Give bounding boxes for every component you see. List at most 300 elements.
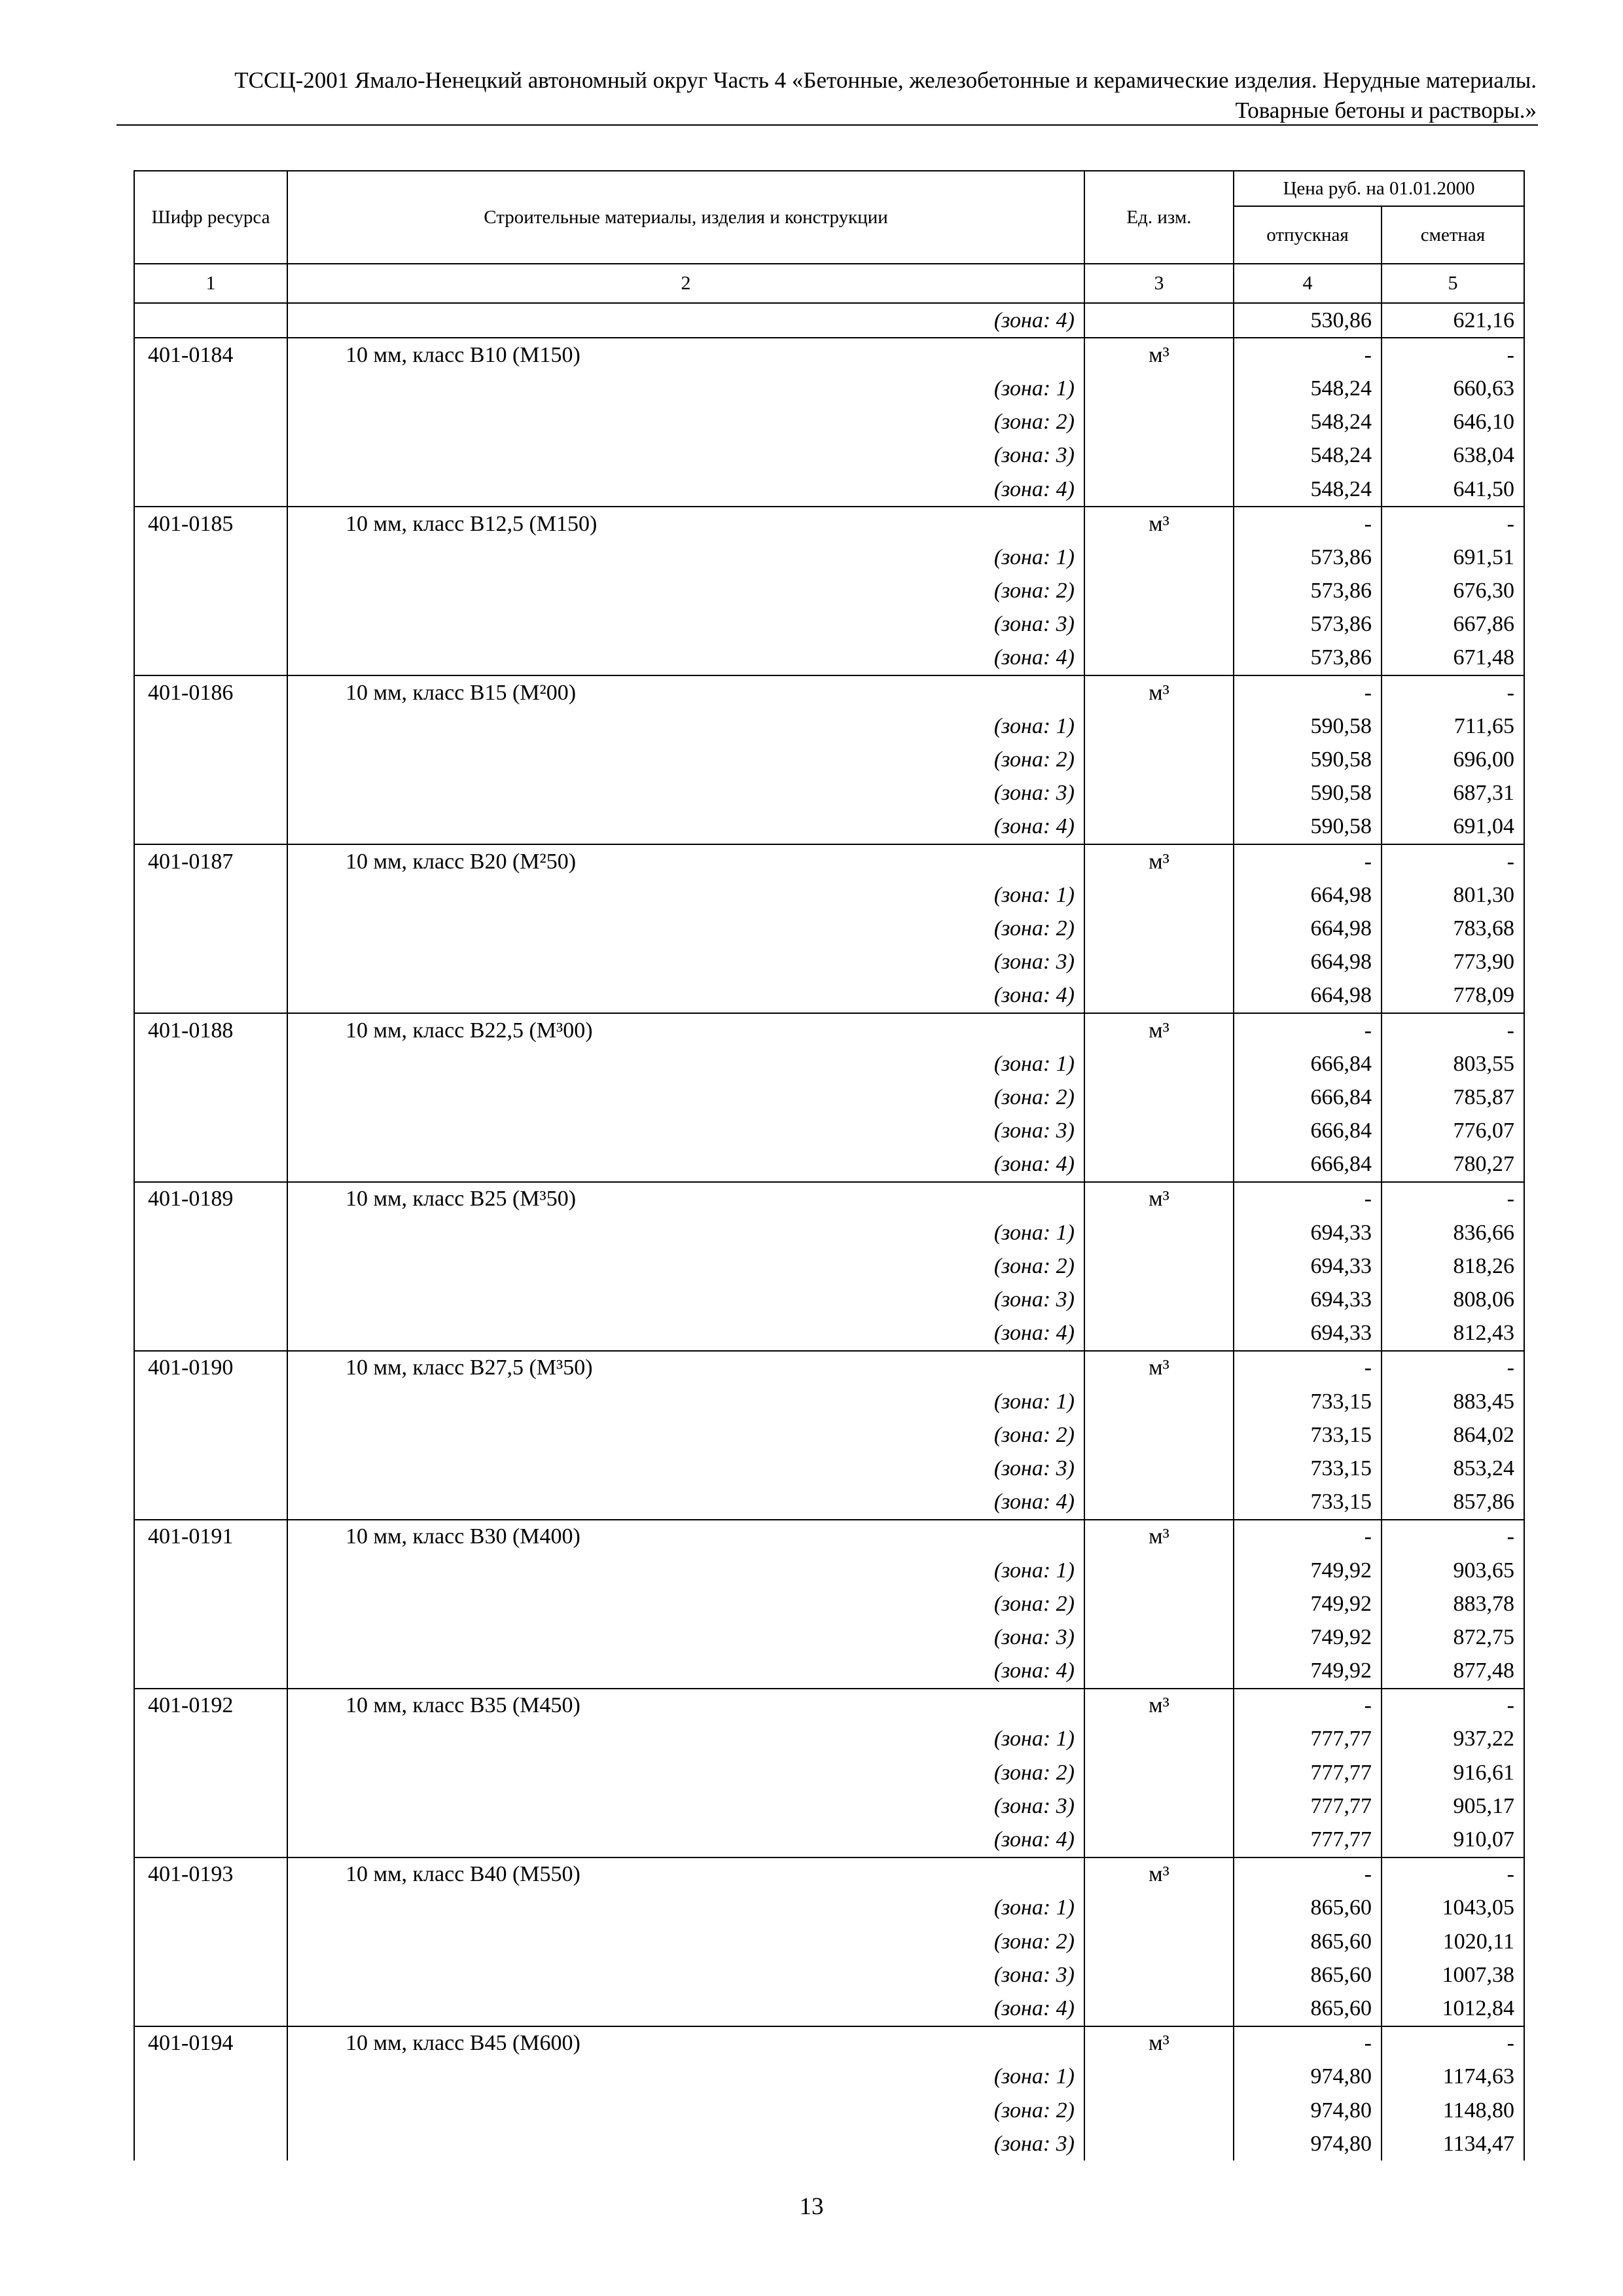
header-line-2: Товарные бетоны и растворы.» [1235, 98, 1537, 123]
table-row-zone [134, 1283, 1524, 1316]
unit-cell [1084, 1047, 1234, 1081]
resource-code-cell [134, 641, 287, 675]
resource-code-cell [134, 1554, 287, 1587]
resource-code-cell [134, 1283, 287, 1316]
release-price: 548,24 [1234, 372, 1382, 405]
unit-cell [1084, 1958, 1234, 1992]
resource-code-cell [134, 1925, 287, 1958]
header-line-1: ТССЦ-2001 Ямало-Ненецкий автономный округ Часть 4 «Бетонные, железобетонные и керамические изделия. Нерудные материалы. [234, 67, 1537, 93]
estimate-price: 776,07 [1382, 1115, 1524, 1148]
resource-name: 10 мм, класс В10 (М150) [287, 338, 1084, 372]
table-row-zone [134, 1992, 1524, 2026]
release-price: 590,58 [1234, 709, 1382, 743]
unit-cell [1084, 1317, 1234, 1351]
release-price: 573,86 [1234, 641, 1382, 675]
resource-code-cell [134, 1655, 287, 1689]
estimate-price: 910,07 [1382, 1823, 1524, 1857]
release-price: - [1234, 2026, 1382, 2060]
table-row-zone [134, 1148, 1524, 1182]
resource-code-cell [134, 2094, 287, 2127]
unit-cell [1084, 1554, 1234, 1587]
release-price: - [1234, 1351, 1382, 1385]
table-row-zone [134, 2127, 1524, 2161]
resource-name: 10 мм, класс В12,5 (М150) [287, 507, 1084, 541]
zone-label: (зона: 3) [287, 2127, 1084, 2161]
unit-cell [1084, 575, 1234, 608]
estimate-price: 785,87 [1382, 1081, 1524, 1114]
estimate-price: 780,27 [1382, 1148, 1524, 1182]
table-row-zone [134, 979, 1524, 1013]
resource-code-cell [134, 1115, 287, 1148]
estimate-price: - [1382, 2026, 1524, 2060]
unit-cell [1084, 1148, 1234, 1182]
unit-cell [1084, 946, 1234, 979]
resource-code-cell [134, 1892, 287, 1925]
zone-label: (зона: 1) [287, 1047, 1084, 1081]
header-divider [116, 124, 1538, 126]
resource-code: 401-0194 [134, 2026, 287, 2060]
estimate-price: - [1382, 1013, 1524, 1047]
zone-label: (зона: 1) [287, 541, 1084, 574]
unit-cell [1084, 1081, 1234, 1114]
resource-code-cell [134, 1723, 287, 1756]
estimate-price: 903,65 [1382, 1554, 1524, 1587]
zone-label: (зона: 4) [287, 641, 1084, 675]
release-price: 777,77 [1234, 1723, 1382, 1756]
resource-code-cell [134, 1823, 287, 1857]
zone-label: (зона: 3) [287, 1958, 1084, 1992]
table-row-zone [134, 1216, 1524, 1249]
release-price: - [1234, 1520, 1382, 1554]
estimate-price: 916,61 [1382, 1756, 1524, 1789]
zone-label: (зона: 1) [287, 1554, 1084, 1587]
column-header-release-price: отпускная [1234, 206, 1382, 264]
unit-cell: м³ [1084, 338, 1234, 372]
zone-label: (зона: 4) [287, 1317, 1084, 1351]
release-price: 733,15 [1234, 1486, 1382, 1520]
unit-cell [1084, 2127, 1234, 2161]
resource-name: 10 мм, класс В22,5 (М³00) [287, 1013, 1084, 1047]
resource-code-cell [134, 1216, 287, 1249]
unit-cell: м³ [1084, 1013, 1234, 1047]
estimate-price: - [1382, 507, 1524, 541]
table-row-zone [134, 2094, 1524, 2127]
unit-cell: м³ [1084, 675, 1234, 709]
resource-name: 10 мм, класс В20 (М²50) [287, 844, 1084, 878]
estimate-price: 1012,84 [1382, 1992, 1524, 2026]
unit-cell [1084, 1621, 1234, 1654]
resource-code-cell [134, 1081, 287, 1114]
table-row-zone [134, 406, 1524, 439]
resource-code: 401-0192 [134, 1689, 287, 1723]
estimate-price: 671,48 [1382, 641, 1524, 675]
resource-code-cell [134, 709, 287, 743]
resource-code-cell [134, 439, 287, 473]
resource-code-cell [134, 912, 287, 945]
release-price: - [1234, 1182, 1382, 1216]
table-row-zone [134, 1418, 1524, 1452]
table-row-zone [134, 1554, 1524, 1587]
unit-cell [1084, 1756, 1234, 1789]
column-header-price: Цена руб. на 01.01.2000 [1234, 171, 1524, 206]
zone-label: (зона: 4) [287, 810, 1084, 844]
estimate-price: 696,00 [1382, 743, 1524, 776]
column-header-name: Строительные материалы, изделия и конструкции [287, 171, 1084, 264]
release-price: 733,15 [1234, 1385, 1382, 1418]
release-price: 865,60 [1234, 1892, 1382, 1925]
unit-cell [1084, 541, 1234, 574]
resource-code-cell [134, 1756, 287, 1789]
unit-cell: м³ [1084, 1182, 1234, 1216]
resource-code-cell [134, 1452, 287, 1485]
resource-code-cell [134, 810, 287, 844]
estimate-price: 691,51 [1382, 541, 1524, 574]
estimate-price: - [1382, 1182, 1524, 1216]
estimate-price: - [1382, 844, 1524, 878]
table-row-zone [134, 1756, 1524, 1789]
zone-label: (зона: 2) [287, 743, 1084, 776]
release-price: 664,98 [1234, 912, 1382, 945]
table-row-zone [134, 1047, 1524, 1081]
price-table [134, 170, 1525, 2161]
table-row-zone [134, 1723, 1524, 1756]
zone-label: (зона: 2) [287, 575, 1084, 608]
zone-label: (зона: 4) [287, 1823, 1084, 1857]
table-row-resource [134, 1857, 1524, 1892]
estimate-price: 812,43 [1382, 1317, 1524, 1351]
unit-cell [1084, 1789, 1234, 1823]
resource-name: 10 мм, класс В40 (М550) [287, 1857, 1084, 1892]
unit-cell: м³ [1084, 2026, 1234, 2060]
estimate-price: 660,63 [1382, 372, 1524, 405]
estimate-price: 808,06 [1382, 1283, 1524, 1316]
estimate-price: 687,31 [1382, 777, 1524, 810]
resource-code-cell [134, 979, 287, 1013]
estimate-price: 883,45 [1382, 1385, 1524, 1418]
table-row-zone [134, 473, 1524, 507]
resource-code-cell [134, 1249, 287, 1283]
table-row-zone [134, 1115, 1524, 1148]
release-price: 865,60 [1234, 1958, 1382, 1992]
estimate-price: 937,22 [1382, 1723, 1524, 1756]
estimate-price: 667,86 [1382, 608, 1524, 641]
resource-code-cell [134, 1486, 287, 1520]
resource-code-cell [134, 2127, 287, 2161]
unit-cell [1084, 979, 1234, 1013]
estimate-price: 638,04 [1382, 439, 1524, 473]
resource-name: 10 мм, класс В30 (М400) [287, 1520, 1084, 1554]
estimate-price: 676,30 [1382, 575, 1524, 608]
table-row-zone [134, 1789, 1524, 1823]
table-row-zone [134, 1452, 1524, 1485]
zone-label: (зона: 1) [287, 1723, 1084, 1756]
release-price: 664,98 [1234, 979, 1382, 1013]
resource-code: 401-0189 [134, 1182, 287, 1216]
table-row-zone [134, 1892, 1524, 1925]
zone-label: (зона: 4) [287, 979, 1084, 1013]
release-price: - [1234, 1013, 1382, 1047]
table-row-zone [134, 709, 1524, 743]
release-price: 974,80 [1234, 2127, 1382, 2161]
release-price: 974,80 [1234, 2060, 1382, 2094]
release-price: 749,92 [1234, 1621, 1382, 1654]
release-price: 573,86 [1234, 608, 1382, 641]
release-price: 749,92 [1234, 1554, 1382, 1587]
estimate-price: 801,30 [1382, 878, 1524, 912]
estimate-price: - [1382, 1520, 1524, 1554]
estimate-price: - [1382, 675, 1524, 709]
table-row-zone [134, 2060, 1524, 2094]
estimate-price: 864,02 [1382, 1418, 1524, 1452]
zone-label: (зона: 2) [287, 1925, 1084, 1958]
release-price: 865,60 [1234, 1925, 1382, 1958]
resource-code-cell [134, 1047, 287, 1081]
unit-cell: м³ [1084, 1689, 1234, 1723]
estimate-price: 711,65 [1382, 709, 1524, 743]
resource-code-cell [134, 777, 287, 810]
unit-cell [1084, 777, 1234, 810]
resource-code-cell [134, 473, 287, 507]
table-row-resource [134, 1689, 1524, 1723]
zone-label: (зона: 2) [287, 2094, 1084, 2127]
resource-code: 401-0188 [134, 1013, 287, 1047]
zone-label: (зона: 2) [287, 1081, 1084, 1114]
column-number: 5 [1382, 264, 1524, 303]
resource-name: 10 мм, класс В45 (М600) [287, 2026, 1084, 2060]
resource-code-cell [134, 2060, 287, 2094]
zone-label: (зона: 1) [287, 2060, 1084, 2094]
unit-cell [1084, 2094, 1234, 2127]
estimate-price: 883,78 [1382, 1587, 1524, 1621]
resource-name: 10 мм, класс В15 (М²00) [287, 675, 1084, 709]
resource-name: 10 мм, класс В25 (М³50) [287, 1182, 1084, 1216]
column-number: 1 [134, 264, 287, 303]
table-row-resource [134, 1182, 1524, 1216]
resource-code-cell [134, 1587, 287, 1621]
release-price: 573,86 [1234, 541, 1382, 574]
resource-code-cell [134, 372, 287, 405]
unit-cell [1084, 1823, 1234, 1857]
estimate-price: - [1382, 1351, 1524, 1385]
unit-cell [1084, 912, 1234, 945]
table-row-zone [134, 743, 1524, 776]
table-row-resource [134, 2026, 1524, 2060]
resource-code-cell [134, 1418, 287, 1452]
table-row-zone [134, 878, 1524, 912]
unit-cell [1084, 473, 1234, 507]
resource-code-cell [134, 1148, 287, 1182]
release-price: 777,77 [1234, 1823, 1382, 1857]
unit-cell [1084, 1486, 1234, 1520]
zone-label: (зона: 1) [287, 878, 1084, 912]
estimate-price: - [1382, 338, 1524, 372]
estimate-price: 783,68 [1382, 912, 1524, 945]
resource-code-cell [134, 743, 287, 776]
unit-cell [1084, 1892, 1234, 1925]
table-row-zone [134, 1249, 1524, 1283]
table-row-zone [134, 608, 1524, 641]
estimate-price: 818,26 [1382, 1249, 1524, 1283]
table-row-zone [134, 810, 1524, 844]
zone-label: (зона: 1) [287, 372, 1084, 405]
unit-cell [1084, 2060, 1234, 2094]
release-price: - [1234, 844, 1382, 878]
column-header-unit: Ед. изм. [1084, 171, 1234, 264]
zone-label: (зона: 3) [287, 1452, 1084, 1485]
resource-code-cell [134, 1992, 287, 2026]
release-price: 664,98 [1234, 946, 1382, 979]
table-row-zone [134, 1621, 1524, 1654]
zone-label: (зона: 2) [287, 1587, 1084, 1621]
unit-cell [1084, 1385, 1234, 1418]
release-price: 733,15 [1234, 1452, 1382, 1485]
release-price: 590,58 [1234, 810, 1382, 844]
unit-cell [1084, 709, 1234, 743]
release-price: 865,60 [1234, 1992, 1382, 2026]
release-price: 666,84 [1234, 1081, 1382, 1114]
unit-cell [1084, 303, 1234, 338]
unit-cell [1084, 1723, 1234, 1756]
unit-cell [1084, 878, 1234, 912]
page-number: 13 [799, 2193, 824, 2220]
unit-cell [1084, 1925, 1234, 1958]
unit-cell [1084, 1283, 1234, 1316]
estimate-price: 778,09 [1382, 979, 1524, 1013]
table-row-resource [134, 1351, 1524, 1385]
release-price: 777,77 [1234, 1789, 1382, 1823]
resource-code: 401-0191 [134, 1520, 287, 1554]
release-price: 664,98 [1234, 878, 1382, 912]
table-row-zone [134, 1081, 1524, 1114]
column-number: 4 [1234, 264, 1382, 303]
estimate-price: 773,90 [1382, 946, 1524, 979]
release-price: - [1234, 675, 1382, 709]
zone-label: (зона: 3) [287, 777, 1084, 810]
zone-label: (зона: 2) [287, 912, 1084, 945]
table-row-zone [134, 912, 1524, 945]
estimate-price: - [1382, 1689, 1524, 1723]
table-row-carryover [134, 303, 1524, 338]
resource-code-cell [134, 406, 287, 439]
table-row-zone [134, 439, 1524, 473]
zone-label: (зона: 4) [287, 1148, 1084, 1182]
unit-cell [1084, 1115, 1234, 1148]
estimate-price: 1043,05 [1382, 1892, 1524, 1925]
release-price: - [1234, 1689, 1382, 1723]
unit-cell [1084, 608, 1234, 641]
unit-cell [1084, 372, 1234, 405]
table-row-zone [134, 575, 1524, 608]
unit-cell [1084, 1249, 1234, 1283]
estimate-price: 853,24 [1382, 1452, 1524, 1485]
zone-label: (зона: 1) [287, 1385, 1084, 1418]
unit-cell: м³ [1084, 1351, 1234, 1385]
unit-cell [1084, 1452, 1234, 1485]
resource-code-cell [134, 1621, 287, 1654]
release-price: - [1234, 338, 1382, 372]
resource-code-cell [134, 1958, 287, 1992]
estimate-price: 641,50 [1382, 473, 1524, 507]
unit-cell: м³ [1084, 1520, 1234, 1554]
zone-label: (зона: 3) [287, 1283, 1084, 1316]
release-price: 974,80 [1234, 2094, 1382, 2127]
table-row-zone [134, 1385, 1524, 1418]
zone-label: (зона: 2) [287, 406, 1084, 439]
resource-code-cell [134, 1789, 287, 1823]
estimate-price: 836,66 [1382, 1216, 1524, 1249]
resource-code: 401-0190 [134, 1351, 287, 1385]
resource-code: 401-0184 [134, 338, 287, 372]
estimate-price: 1174,63 [1382, 2060, 1524, 2094]
estimate-price: - [1382, 1857, 1524, 1892]
table-row-zone [134, 641, 1524, 675]
zone-label: (зона: 3) [287, 1789, 1084, 1823]
table-row-resource [134, 1013, 1524, 1047]
estimate-price: 646,10 [1382, 406, 1524, 439]
zone-label: (зона: 2) [287, 1249, 1084, 1283]
unit-cell: м³ [1084, 844, 1234, 878]
table-row-zone [134, 777, 1524, 810]
table-row-zone [134, 946, 1524, 979]
resource-code: 401-0187 [134, 844, 287, 878]
release-price: 749,92 [1234, 1587, 1382, 1621]
zone-label: (зона: 1) [287, 1892, 1084, 1925]
release-price: 694,33 [1234, 1216, 1382, 1249]
estimate-price: 905,17 [1382, 1789, 1524, 1823]
estimate-price: 877,48 [1382, 1655, 1524, 1689]
resource-code-cell [134, 878, 287, 912]
release-price: 666,84 [1234, 1115, 1382, 1148]
resource-code-cell [134, 608, 287, 641]
table-row-zone [134, 1925, 1524, 1958]
release-price: 666,84 [1234, 1148, 1382, 1182]
estimate-price: 1007,38 [1382, 1958, 1524, 1992]
estimate-price: 1148,80 [1382, 2094, 1524, 2127]
column-number: 2 [287, 264, 1084, 303]
table-row-zone [134, 541, 1524, 574]
table-body [134, 303, 1524, 2161]
resource-code-cell [134, 575, 287, 608]
release-price: - [1234, 507, 1382, 541]
unit-cell [1084, 743, 1234, 776]
release-price: 573,86 [1234, 575, 1382, 608]
release-price: 733,15 [1234, 1418, 1382, 1452]
table-row-resource [134, 338, 1524, 372]
unit-cell [1084, 1655, 1234, 1689]
resource-name: 10 мм, класс В35 (М450) [287, 1689, 1084, 1723]
table-row-zone [134, 372, 1524, 405]
zone-label: (зона: 3) [287, 1115, 1084, 1148]
resource-code-cell [134, 946, 287, 979]
resource-code: 401-0193 [134, 1857, 287, 1892]
zone-label: (зона: 2) [287, 1756, 1084, 1789]
column-number: 3 [1084, 264, 1234, 303]
table-row-resource [134, 844, 1524, 878]
release-price: 694,33 [1234, 1283, 1382, 1316]
table-row-resource [134, 507, 1524, 541]
resource-code-cell [134, 1317, 287, 1351]
estimate-price: 691,04 [1382, 810, 1524, 844]
resource-code: 401-0185 [134, 507, 287, 541]
estimate-price: 1134,47 [1382, 2127, 1524, 2161]
release-price: - [1234, 1857, 1382, 1892]
release-price: 749,92 [1234, 1655, 1382, 1689]
table-row-resource [134, 1520, 1524, 1554]
release-price: 590,58 [1234, 777, 1382, 810]
release-price: 530,86 [1234, 303, 1382, 338]
unit-cell [1084, 810, 1234, 844]
unit-cell: м³ [1084, 1857, 1234, 1892]
